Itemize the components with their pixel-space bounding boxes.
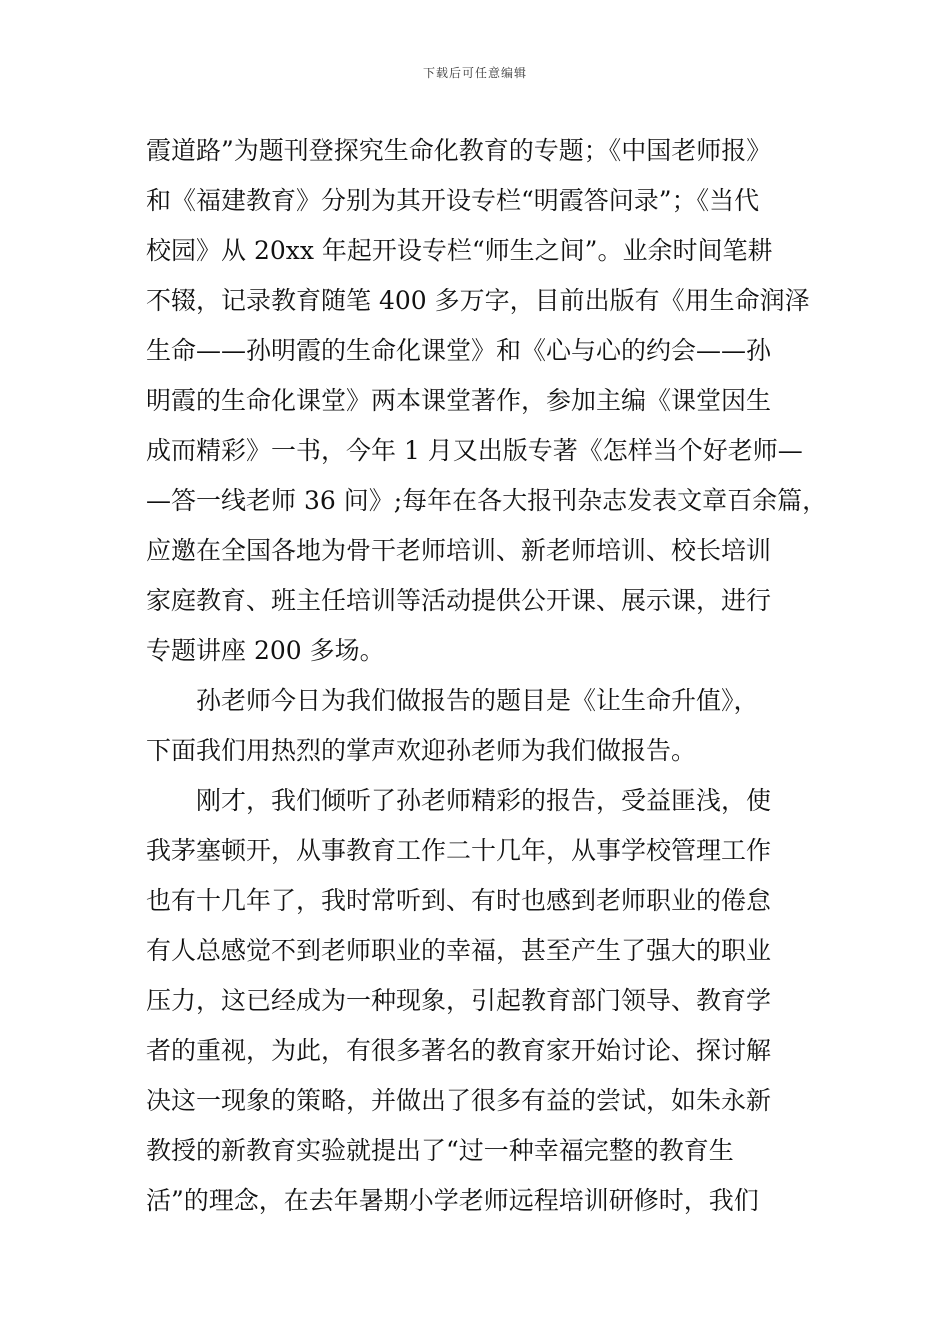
text-line: 明霞的生命化课堂》两本课堂著作，参加主编《课堂因生 [146,386,772,415]
text-line: 我茅塞顿开，从事教育工作二十几年，从事学校管理工作 [146,836,772,865]
text-line: 决这一现象的策略，并做出了很多有益的尝试，如朱永新 [146,1086,772,1115]
text-line: 成而精彩》一书，今年 1 月又出版专著《怎样当个好老师— [146,436,803,465]
text-line: 家庭教育、班主任培训等活动提供公开课、展示课，进行 [146,586,772,615]
document-body [146,126,826,1226]
text-line: 不辍，记录教育随笔 400 多万字，目前出版有《用生命润泽 [146,286,810,315]
text-line: 活”的理念，在去年暑期小学老师远程培训研修时，我们 [146,1186,759,1215]
text-line: 下面我们用热烈的掌声欢迎孙老师为我们做报告。 [146,736,697,765]
text-line: 有人总感觉不到老师职业的幸福，甚至产生了强大的职业 [146,936,772,965]
text-line: 压力，这已经成为一种现象，引起教育部门领导、教育学 [146,986,772,1015]
text-line: 也有十几年了，我时常听到、有时也感到老师职业的倦怠 [146,886,772,915]
page-header: 下载后可任意编辑 [422,66,527,80]
text-line: 应邀在全国各地为骨干老师培训、新老师培训、校长培训 [146,536,772,565]
paragraph-start-line: 刚才，我们倾听了孙老师精彩的报告，受益匪浅，使 [146,786,772,815]
text-line: 者的重视，为此，有很多著名的教育家开始讨论、探讨解 [146,1036,772,1065]
text-line: 和《福建教育》分别为其开设专栏“明霞答问录”；《当代 [146,186,760,215]
text-line: —答一线老师 36 问》;每年在各大报刊杂志发表文章百余篇， [146,486,828,515]
text-line: 校园》从 20xx 年起开设专栏“师生之间”。业余时间笔耕 [146,236,773,265]
paragraph-start-line: 孙老师今日为我们做报告的题目是《让生命升值》， [146,686,759,715]
text-line: 生命——孙明霞的生命化课堂》和《心与心的约会——孙 [146,336,772,365]
text-line: 霞道路”为题刊登探究生命化教育的专题；《中国老师报》 [146,136,772,165]
text-line: 专题讲座 200 多场。 [146,636,385,665]
text-line: 教授的新教育实验就提出了“过一种幸福完整的教育生 [146,1136,734,1165]
